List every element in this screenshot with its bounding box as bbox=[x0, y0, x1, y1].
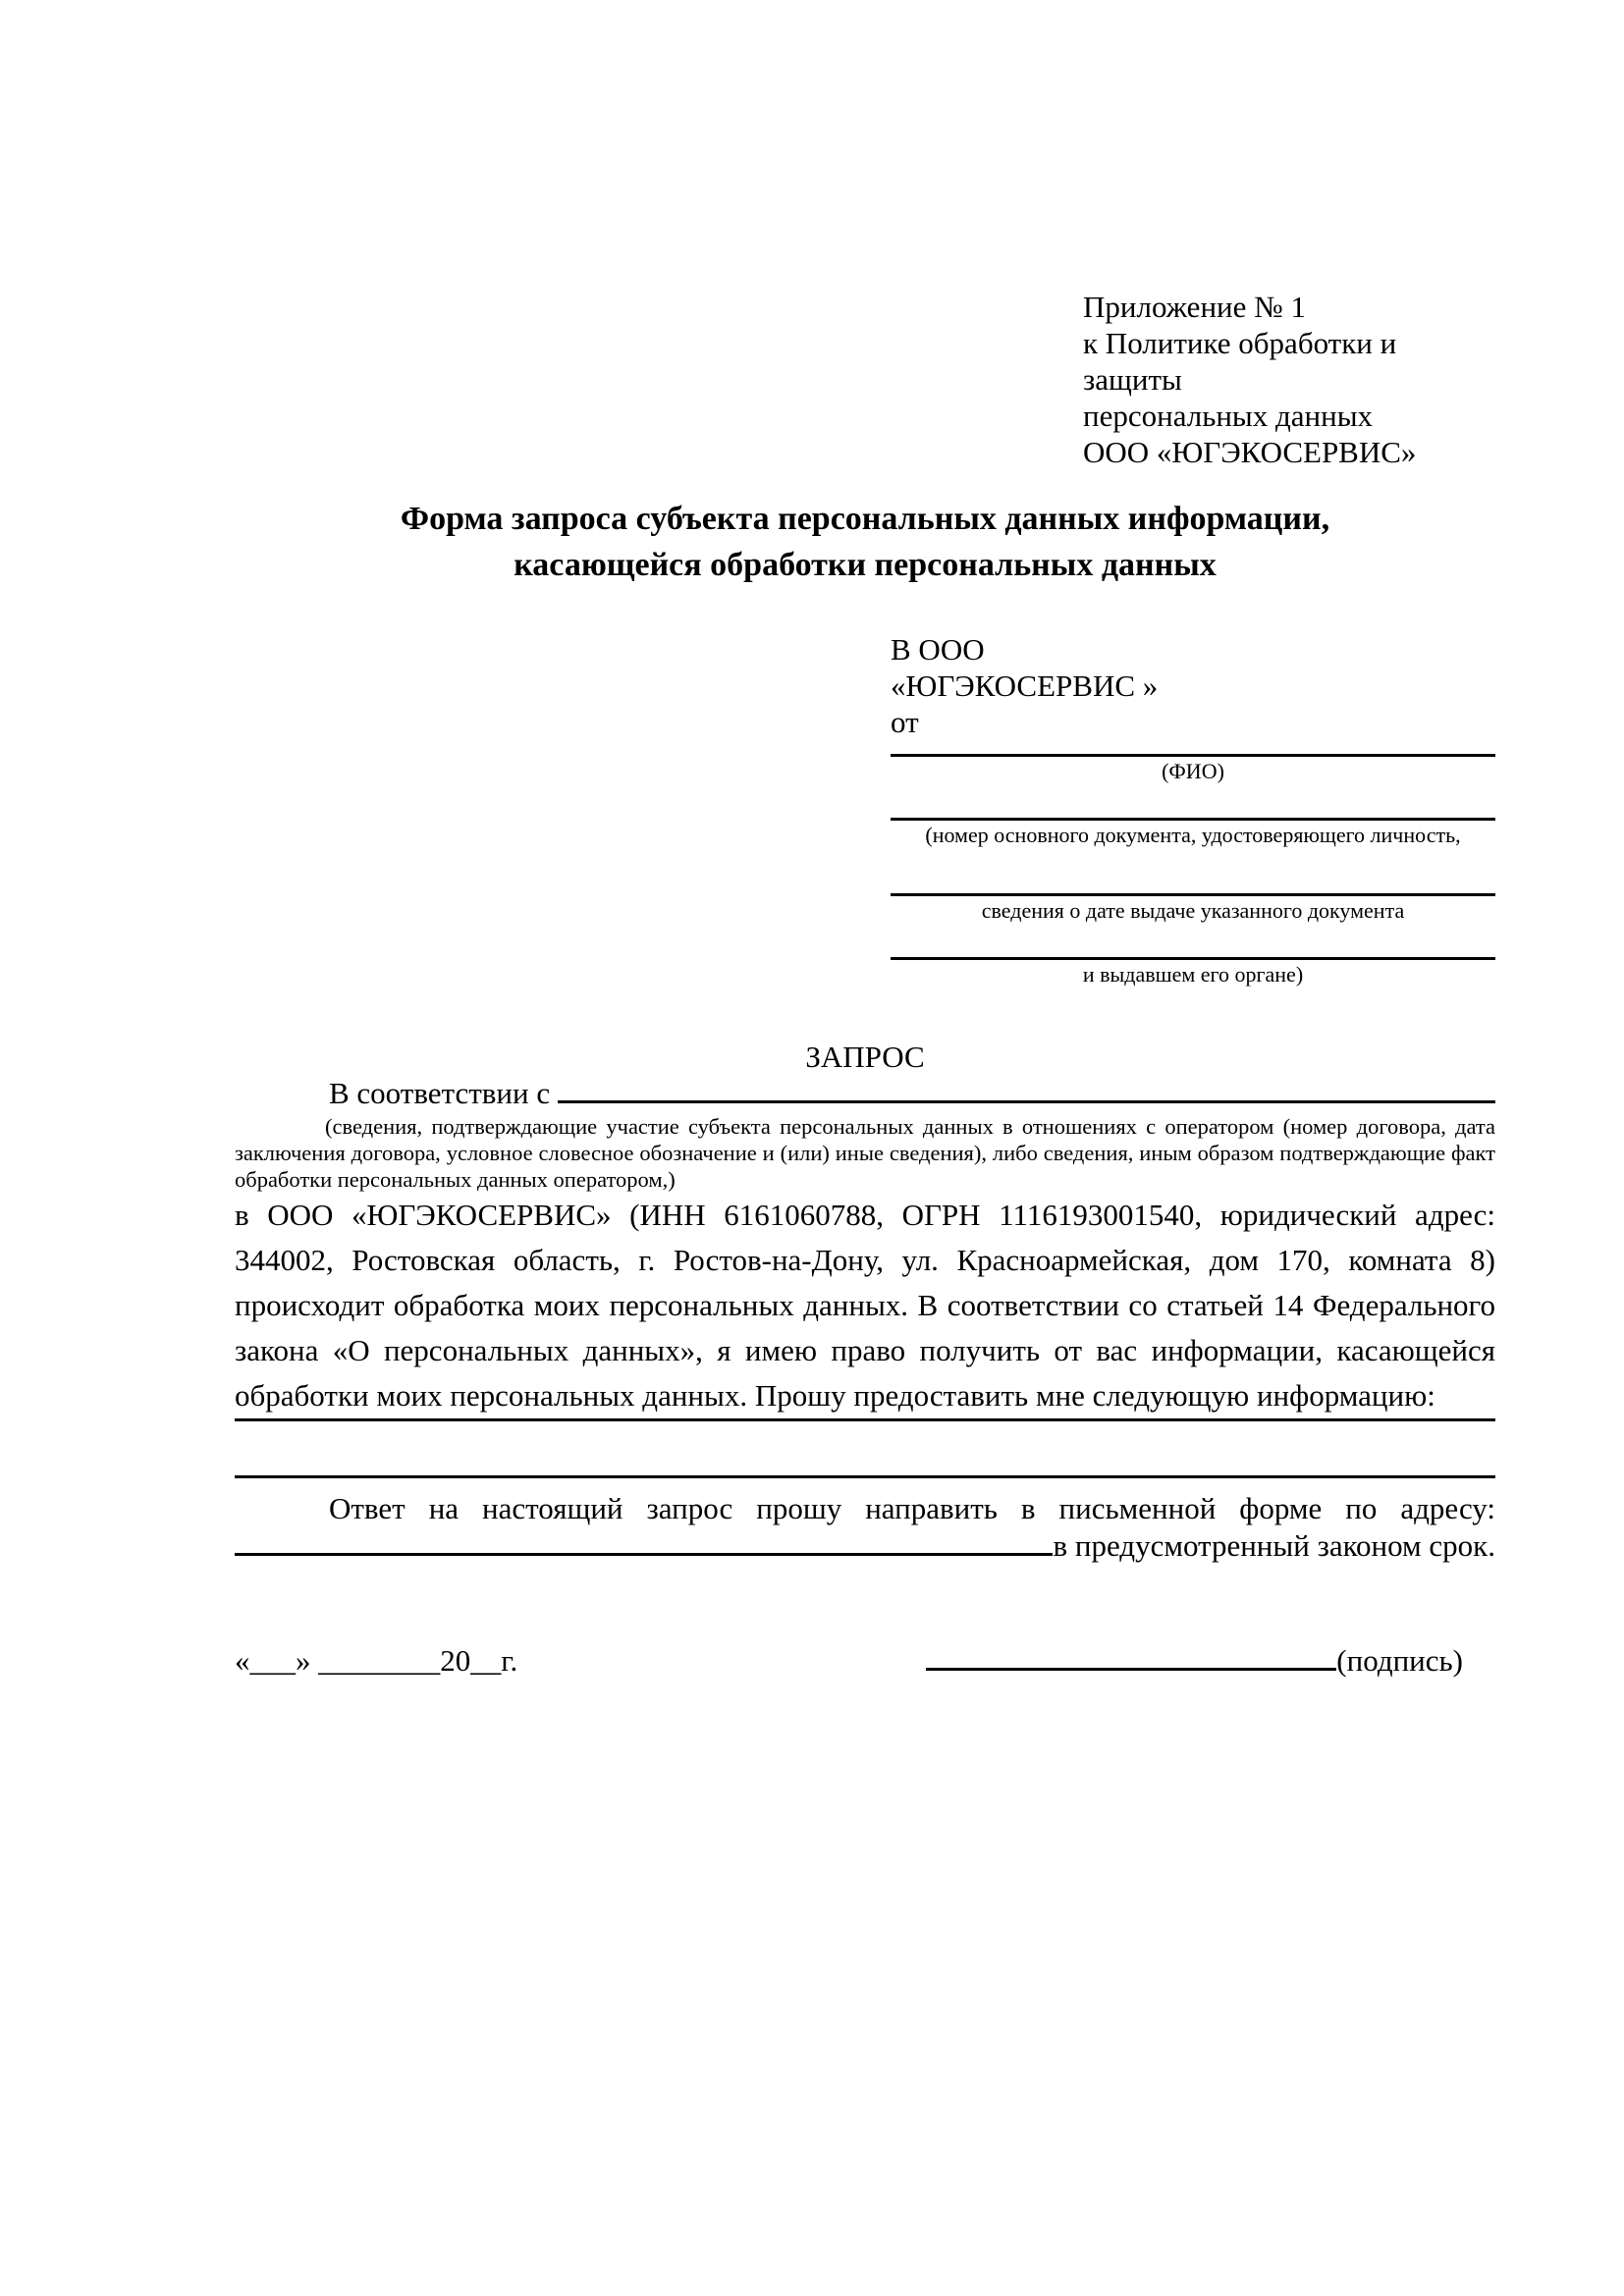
document-title bbox=[235, 496, 1495, 588]
signature-block bbox=[926, 1642, 1463, 1680]
issuing-authority-caption: и выдавшем его органе) bbox=[1082, 962, 1304, 987]
fio-caption: (ФИО) bbox=[1162, 759, 1224, 783]
issue-date-caption: сведения о дате выдаче указанного документа bbox=[981, 898, 1405, 923]
addressee-line3: от bbox=[891, 705, 919, 739]
document-number-caption: (номер основного документа, удостоверяющего личность, bbox=[925, 823, 1461, 847]
addressee-line1: В ООО bbox=[891, 632, 985, 667]
information-fill-line-2 bbox=[235, 1475, 1495, 1478]
signature-fill-line bbox=[926, 1668, 1336, 1671]
document-title-line2: касающейся обработки персональных данных bbox=[514, 547, 1217, 583]
opening-line bbox=[235, 1075, 1495, 1111]
addressee-block bbox=[891, 631, 1495, 989]
answer-line2 bbox=[235, 1527, 1495, 1565]
basis-fill-line bbox=[558, 1100, 1495, 1103]
answer-line1: Ответ на настоящий запрос прошу направить в письменной форме по адресу: bbox=[329, 1491, 1495, 1525]
annex-line: ООО «ЮГЭКОСЕРВИС» bbox=[1083, 435, 1417, 469]
request-body: в ООО «ЮГЭКОСЕРВИС» (ИНН 6161060788, ОГРН 1116193001540, юридический адрес: 344002, Ростовская область, г. Ростов-на-Дону, ул. Красноармейская, дом 170, комната 8) происходит обработка моих персональных данных. В соответствии со статьей 14 Федерального закона «О персональных данных», я имею право получить от вас информации, касающейся обработки моих персональных данных. Прошу предоставить мне следующую информацию: bbox=[235, 1198, 1495, 1413]
address-fill-line bbox=[235, 1553, 1053, 1556]
signature-caption: (подпись) bbox=[1336, 1643, 1463, 1678]
addressee-line2: «ЮГЭКОСЕРВИС » bbox=[891, 668, 1159, 703]
annex-block bbox=[1083, 289, 1495, 470]
opening-prefix: В соответствии с bbox=[329, 1076, 551, 1110]
information-fill-line-1 bbox=[235, 1418, 1495, 1421]
date-blank: «___» ________20__г. bbox=[235, 1643, 518, 1678]
basis-note: (сведения, подтверждающие участие субъекта персональных данных в отношениях с оператором (номер договора, дата заключения договора, условное словесное обозначение и (или) иные сведения), либо сведения, иным образом подтверждающие факт обработки персональных данных оператором,) bbox=[235, 1114, 1495, 1192]
answer-paragraph bbox=[235, 1490, 1495, 1565]
annex-line: Приложение № 1 bbox=[1083, 290, 1306, 324]
answer-suffix: в предусмотренный законом срок. bbox=[1053, 1528, 1495, 1563]
annex-line: к Политике обработки и защиты bbox=[1083, 326, 1397, 397]
annex-line: персональных данных bbox=[1083, 399, 1374, 433]
request-heading: ЗАПРОС bbox=[805, 1040, 925, 1074]
document-title-line1: Форма запроса субъекта персональных данных информации, bbox=[400, 501, 1330, 537]
date-signature-row bbox=[235, 1642, 1495, 1680]
